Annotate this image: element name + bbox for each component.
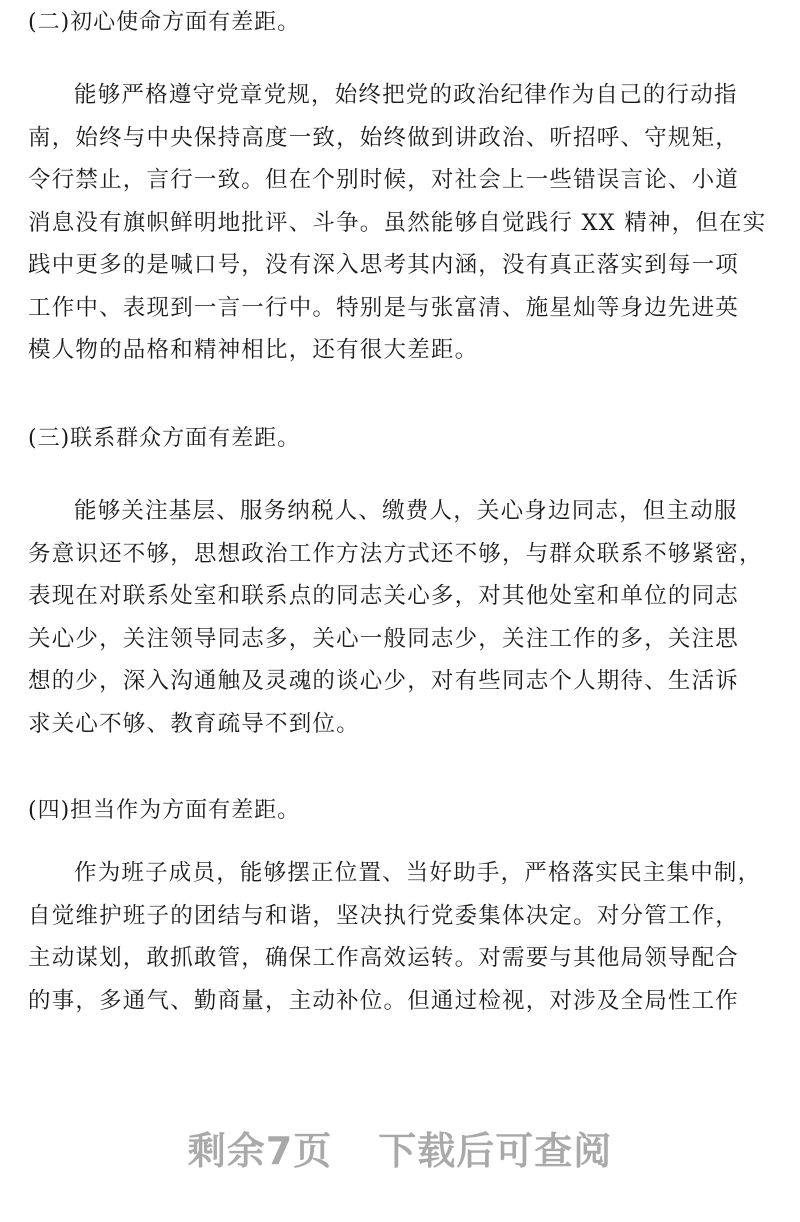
paragraph-line: 关心少，关注领导同志多，关心一般同志少，关注工作的多，关注思 [28,625,740,652]
paragraph-line: 的事，多通气、勤商量，主动补位。但通过检视，对涉及全局性工作 [28,987,740,1014]
paragraph-line: 消息没有旗帜鲜明地批评、斗争。虽然能够自觉践行 XX 精神，但在实 [28,209,767,236]
section-heading-4: (四)担当作为方面有差距。 [28,798,301,823]
remaining-pages-label[interactable]: 剩余7页 [187,1129,333,1173]
paragraph-line: 求关心不够、教育疏导不到位。 [28,710,360,737]
paragraph-line: 践中更多的是喊口号，没有深入思考其内涵，没有真正落实到每一项 [28,252,740,278]
paragraph-line: 作为班子成员，能够摆正位置、当好助手，严格落实民主集中制， [74,860,762,886]
section-paragraph-4 [28,852,778,1022]
paragraph-line: 务意识还不够，思想政治工作方法方式还不够，与群众联系不够紧密， [28,540,763,567]
paragraph-line: 能够关注基层、服务纳税人、缴费人，关心身边同志，但主动服 [74,498,738,524]
paragraph-line: 自觉维护班子的团结与和谐，坚决执行党委集体决定。对分管工作， [28,902,740,929]
section-paragraph-2 [28,74,778,372]
paragraph-line: 想的少，深入沟通触及灵魂的谈心少，对有些同志个人期待、生活诉 [28,668,740,694]
paragraph-line: 令行禁止，言行一致。但在个别时候，对社会上一些错误言论、小道 [28,167,740,193]
paragraph-line: 工作中、表现到一言一行中。特别是与张富清、施星灿等身边先进英 [28,294,740,321]
paragraph-line: 主动谋划，敢抓敢管，确保工作高效运转。对需要与其他局领导配合 [28,945,740,971]
download-to-view-label[interactable]: 下载后可查阅 [378,1129,613,1173]
paragraph-line: 模人物的品格和精神相比，还有很大差距。 [28,337,479,363]
section-heading-2: (二)初心使命方面有差距。 [28,10,301,35]
section-paragraph-3 [28,490,778,745]
paragraph-line: 能够严格遵守党章党规，始终把党的政治纪律作为自己的行动指 [74,82,738,108]
section-heading-3: (三)联系群众方面有差距。 [28,426,301,451]
download-prompt-banner[interactable] [0,1120,800,1175]
paragraph-line: 表现在对联系处室和联系点的同志关心多，对其他处室和单位的同志 [28,583,740,609]
paragraph-line: 南，始终与中央保持高度一致，始终做到讲政治、听招呼、守规矩， [28,124,740,151]
